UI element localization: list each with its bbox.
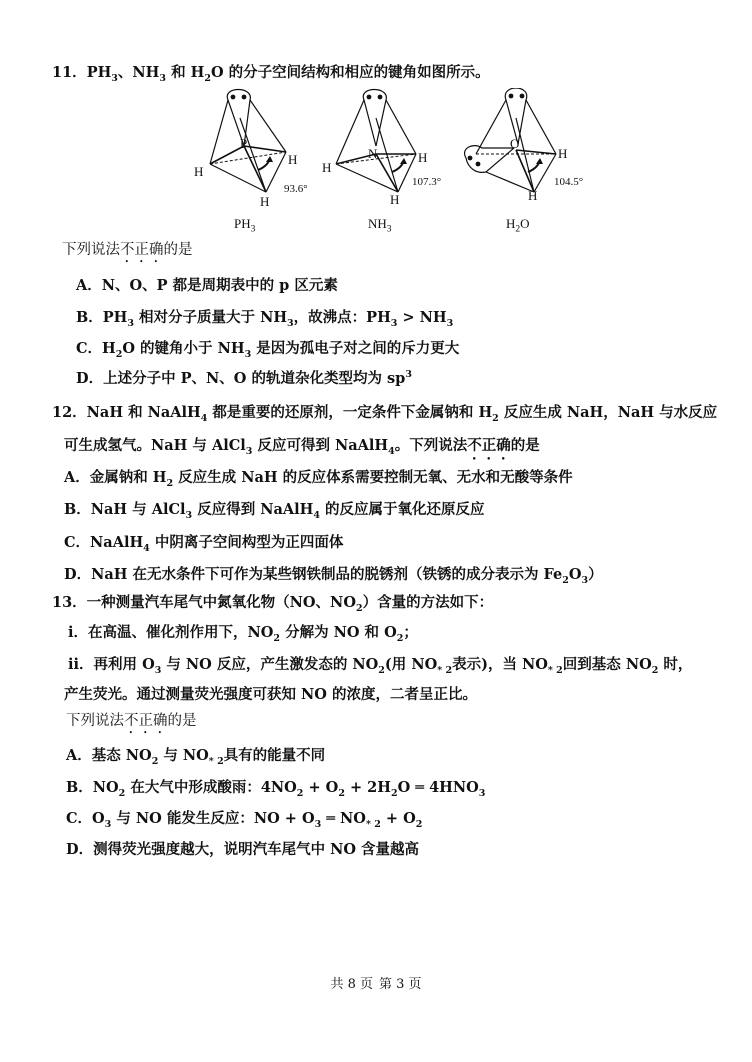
q11-option-d: D．上述分子中 P、N、O 的轨道杂化类型均为 $sp^3$ <box>76 369 412 387</box>
page-number: 第 3 页 <box>379 977 422 992</box>
q11-option-b: B．$PH_3$ 相对分子质量大于 $NH_3$，故沸点：$PH_3 > NH_3$ <box>76 309 454 329</box>
q12-option-b: B．NaH 与 AlCl$_3$ 反应得到 NaAlH$_4$ 的反应属于氧化还原反应 <box>64 501 485 521</box>
q13-stem: 13．一种测量汽车尾气中氮氧化物（NO、$NO_2$）含量的方法如下： <box>52 594 494 614</box>
q11-prompt: 下列说法不正确的是 <box>62 242 193 258</box>
h-atom-label: H <box>558 146 568 161</box>
q11-option-c: C．$H_2O$ 的键角小于 $NH_3$ 是因为孤电子对之间的斥力更大 <box>76 340 460 360</box>
o-atom-label: O <box>510 136 520 151</box>
nh3-structure-figure <box>322 88 452 235</box>
h-atom-label: H <box>390 192 400 207</box>
h-atom-label: H <box>528 188 538 203</box>
h-atom-label: H <box>322 160 332 175</box>
q13-prompt: 下列说法不正确的是 <box>66 713 197 729</box>
q12-stem-line2: 可生成氢气。NaH 与 AlCl$_3$ 反应可得到 NaAlH$_4$。下列说法不正确的是 <box>64 437 540 457</box>
q13-option-a: A．基态 $NO_2$ 与 $NO_{* 2}$具有的能量不同 <box>66 747 326 767</box>
q13-option-c: C．$O_3$ 与 NO 能发生反应：NO + $O_3$ ═ $NO_{* 2} + O_2$ <box>66 810 423 830</box>
h-atom-label: H <box>288 152 298 167</box>
molecule-name: $H_2O$ <box>506 216 530 235</box>
q13-option-b: B．$NO_2$ 在大气中形成酸雨：$4NO_2 + O_2 + 2H_2O$ ═ $4HNO_3$ <box>66 779 486 799</box>
bond-angle-label: 107.3° <box>412 176 442 188</box>
molecule-name: $PH_3$ <box>234 216 256 235</box>
n-atom-label: N <box>368 146 378 161</box>
total-pages: 共 8 页 <box>330 977 373 992</box>
q13-option-d: D．测得荧光强度越大，说明汽车尾气中 NO 含量越高 <box>66 841 420 858</box>
page-footer <box>0 973 752 992</box>
bond-angle-label: 104.5° <box>554 176 584 188</box>
q12-stem-line1: 12．NaH 和 NaAlH$_4$ 都是重要的还原剂，一定条件下金属钠和 $H_2$ 反应生成 NaH，NaH 与水反应 <box>52 404 718 424</box>
q13-step-i: ⅰ．在高温、催化剂作用下，$NO_2$ 分解为 NO 和 $O_2$； <box>68 624 418 644</box>
q12-option-d: D．NaH 在无水条件下可作为某些钢铁制品的脱锈剂（铁锈的成分表示为 $Fe_2O_3$） <box>64 566 603 586</box>
q11-option-a: A．N、O、P 都是周期表中的 p 区元素 <box>76 277 338 294</box>
q13-step-ii-cont: 产生荧光。通过测量荧光强度可获知 NO 的浓度，二者呈正比。 <box>64 686 477 703</box>
h-atom-label: H <box>194 164 204 179</box>
p-atom-label: P <box>240 136 248 151</box>
ph3-structure-figure <box>188 88 318 235</box>
q13-step-ii: ⅱ．再利用 $O_3$ 与 NO 反应，产生激发态的 $NO_2$(用 $NO_{* 2}$表示)，当 $NO_{* 2}$回到基态 $NO_2$ 时， <box>68 656 693 676</box>
bond-angle-label: 93.6° <box>284 183 308 195</box>
h-atom-label: H <box>260 194 270 209</box>
h2o-structure-figure <box>456 88 596 235</box>
q12-option-c: C．NaAlH$_4$ 中阴离子空间构型为正四面体 <box>64 534 344 554</box>
q12-option-a: A．金属钠和 $H_2$ 反应生成 NaH 的反应体系需要控制无氧、无水和无酸等条件 <box>64 469 573 489</box>
q11-stem: 11．$PH_3$、$NH_3$ 和 $H_2O$ 的分子空间结构和相应的键角如图所示。 <box>52 64 490 84</box>
h-atom-label: H <box>418 150 428 165</box>
molecule-name: $NH_3$ <box>368 216 392 235</box>
